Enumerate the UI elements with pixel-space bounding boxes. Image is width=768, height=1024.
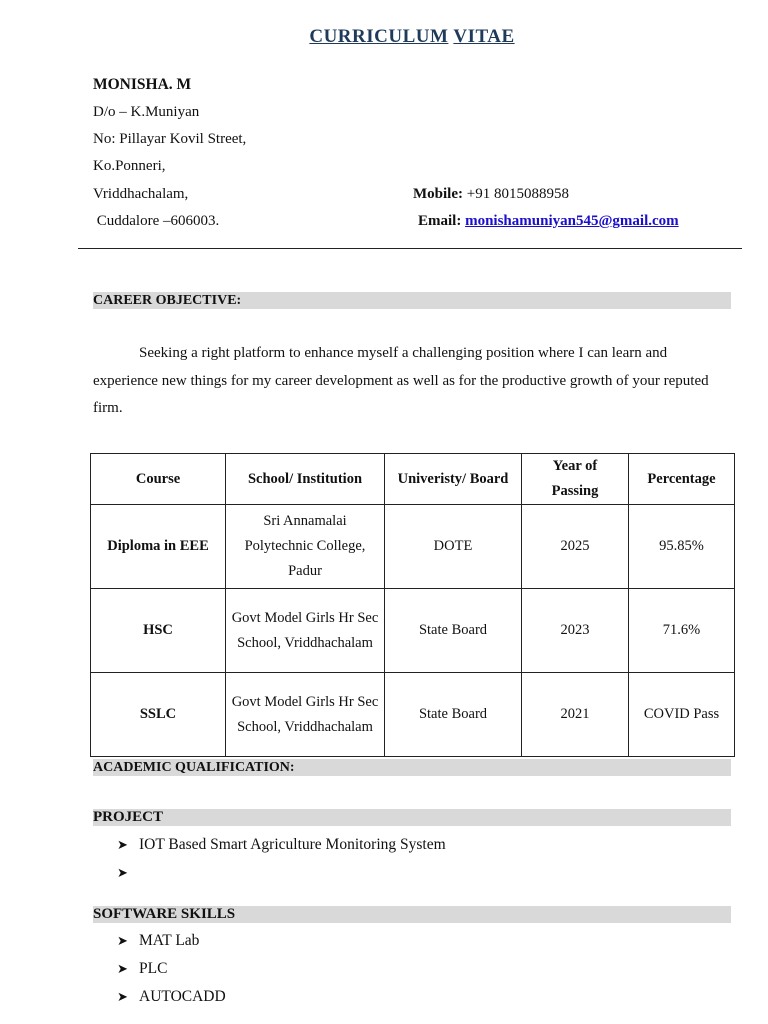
- arrow-bullet-icon: ➤: [117, 866, 128, 881]
- arrow-bullet-icon: ➤: [117, 838, 128, 853]
- software-item-1: MAT Lab: [139, 932, 200, 949]
- mobile-contact: [413, 186, 569, 203]
- header-course: Course: [91, 454, 226, 505]
- address-line-3: Vriddhachalam,: [93, 186, 189, 202]
- career-objective-text: [93, 340, 733, 423]
- cell-year: 2023: [522, 589, 629, 673]
- cell-percentage: 71.6%: [629, 589, 735, 673]
- project-item-1: IOT Based Smart Agriculture Monitoring System: [139, 836, 446, 853]
- address-line-1: No: Pillayar Kovil Street,: [93, 131, 247, 147]
- parent-name: D/o – K.Muniyan: [93, 104, 200, 120]
- header-board: Univeristy/ Board: [385, 454, 522, 505]
- cell-board: State Board: [385, 589, 522, 673]
- candidate-name: MONISHA. M: [93, 76, 192, 93]
- header-year: Year of Passing: [522, 454, 629, 505]
- arrow-bullet-icon: ➤: [117, 934, 128, 949]
- address-line-2: Ko.Ponneri,: [93, 158, 166, 174]
- email-link[interactable]: monishamuniyan545@gmail.com: [465, 213, 679, 229]
- table-row: [91, 589, 735, 673]
- table-header-row: [91, 454, 735, 505]
- education-table: [90, 453, 735, 757]
- cell-institution: Sri Annamalai Polytechnic College, Padur: [226, 505, 385, 589]
- cell-course: SSLC: [91, 673, 226, 757]
- header-divider: [78, 248, 742, 249]
- mobile-value: +91 8015088958: [466, 186, 569, 202]
- header-percentage: Percentage: [629, 454, 735, 505]
- table-row: [91, 505, 735, 589]
- cell-year: 2025: [522, 505, 629, 589]
- academic-qualification-heading: ACADEMIC QUALIFICATION:: [93, 759, 731, 776]
- cell-board: DOTE: [385, 505, 522, 589]
- arrow-bullet-icon: ➤: [117, 962, 128, 977]
- software-item-2: PLC: [139, 960, 168, 977]
- document-title: [0, 26, 768, 48]
- list-item: [117, 836, 446, 854]
- cell-board: State Board: [385, 673, 522, 757]
- header-institution: School/ Institution: [226, 454, 385, 505]
- list-item: [117, 932, 199, 950]
- cell-percentage: COVID Pass: [629, 673, 735, 757]
- cell-course: HSC: [91, 589, 226, 673]
- email-contact: [418, 213, 679, 230]
- cell-institution: Govt Model Girls Hr Sec School, Vriddhachalam: [226, 589, 385, 673]
- email-label: Email:: [418, 213, 462, 229]
- arrow-bullet-icon: ➤: [117, 990, 128, 1005]
- project-heading: PROJECT: [93, 809, 731, 826]
- software-item-3: AUTOCADD: [139, 988, 226, 1005]
- career-objective-heading: CAREER OBJECTIVE:: [93, 292, 731, 309]
- cell-percentage: 95.85%: [629, 505, 735, 589]
- list-item: [117, 960, 167, 978]
- address-line-4: Cuddalore –606003.: [93, 213, 220, 229]
- cell-year: 2021: [522, 673, 629, 757]
- mobile-label: Mobile:: [413, 186, 463, 202]
- list-item: [117, 864, 139, 882]
- table-row: [91, 673, 735, 757]
- cell-institution: Govt Model Girls Hr Sec School, Vriddhachalam: [226, 673, 385, 757]
- title-word-1: CURRICULUM: [309, 26, 449, 47]
- list-item: [117, 988, 226, 1006]
- cell-course: Diploma in EEE: [91, 505, 226, 589]
- title-word-2: VITAE: [453, 26, 515, 47]
- career-objective-body: Seeking a right platform to enhance myself a challenging position where I can learn and experience new things for my career development as well as for the productive growth of your reputed firm.: [93, 345, 709, 416]
- software-skills-heading: SOFTWARE SKILLS: [93, 906, 731, 923]
